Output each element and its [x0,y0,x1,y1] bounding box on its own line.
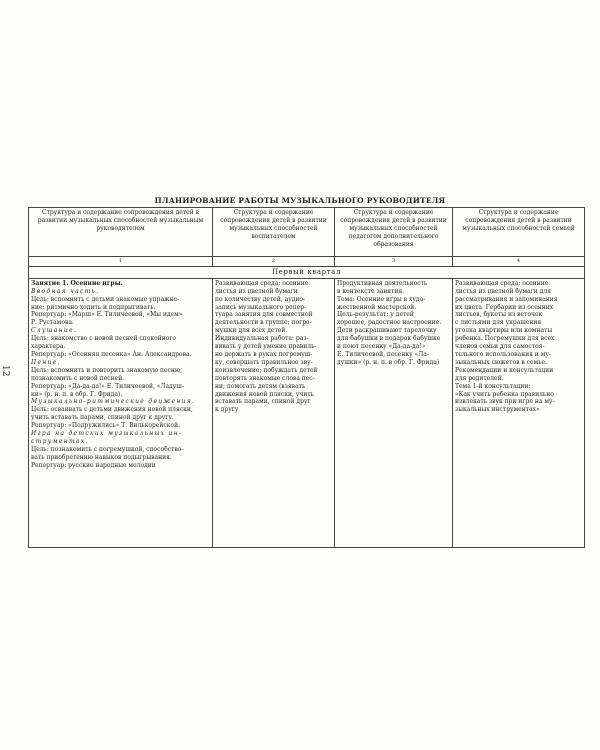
cell-line: Цель: познакомить с погремушкой, способство- [31,445,184,453]
cell-line: повторять знакомые слова пес- [215,374,315,382]
cell-line: Пение. [31,358,61,366]
cell-line: Е. Тиличеевой, песенку «Ла- [337,350,429,358]
cell-line: Развивающая среда: осенние [215,279,309,287]
cell-line: с листьями для украшения [455,319,542,327]
cell-line: учить вставать парами, спиной друг к другу. [31,414,174,422]
cell-line: но держать в руках погремуш- [215,350,313,358]
cell-line: жественной мастерской. [337,303,417,311]
cell-line: Цель: вспомнить с детьми знакомые упражне- [31,295,180,303]
cell-line: ни; помогать детям (взявать [215,382,306,390]
cell-line: зыкальных сюжетов в семье. [455,358,547,366]
cell-line: ки» (р. н. п. в обр. Г. Фрида). [31,390,123,398]
cell-line: Репертуар: русские народные мелодии [31,461,156,469]
header-cell-2: Структура и содержание сопровождения детей в развитии музыкальных способностей воспитателем [213,208,335,257]
cell-line: зыкальных инструментах» [455,406,540,414]
cell-line: для бабушки в подарок бабушке [337,335,441,343]
header-cell-3: Структура и содержание сопровождения детей в развитии музыкальных способностей педагогом дополнительного образования [335,208,453,257]
additional-education-cell [335,278,453,547]
cell-line: Слушание. [31,327,78,335]
educator-cell [213,278,335,547]
cell-line: Занятие 1. Осенние игры. [31,279,123,287]
cell-line: ребенка. Погремушки для всех [455,335,555,343]
music-director-cell [29,278,213,547]
header-cell-1: Структура и содержание сопровождения детей в развитии музыкальных способностей музыкальным руководителем [29,208,213,257]
column-number-1: 1 [29,257,213,267]
cell-line: и поют песенку «Да-да-да!» [337,343,426,351]
cell-line: Тема 1-й консультации: [455,382,531,390]
cell-line: душки» (р. н. п. в обр. Г. Фрида) [337,358,440,366]
cell-line: уголка квартиры или комнаты [455,327,553,335]
cell-line: «Как учить ребенка правильно [455,390,554,398]
cell-line: в контексте занятия. [337,287,405,295]
cell-line: вставать парами, спиной друг [215,398,311,406]
content-row [29,278,585,547]
cell-line: Игра на детских музыкальных ин- [31,430,183,438]
cell-line: познакомить с новой песней. [31,374,125,382]
cell-line: струментах. [31,437,89,445]
cell-line: листья из цветной бумаги для [455,287,551,295]
cell-line: хорошее, радостное настроение. [337,319,442,327]
planning-table [28,207,585,548]
quarter-label: Первый квартал [29,266,585,278]
cell-line: Цель: знакомство с новой песней спокойного [31,335,177,343]
cell-line: деятельности в группе; погре- [215,319,312,327]
cell-line: Репертуар: «Осенняя песенка» Ан. Александрова. [31,350,192,358]
cell-line: извлекать звук при игре на му- [455,398,555,406]
cell-line: Цель: вспомнить и повторить знакомую песню, [31,366,183,374]
header-cell-4: Структура и содержание сопровождения детей в развитии музыкальных способностей семьей [453,208,585,257]
column-number-row [29,257,585,267]
page-number: 12 [0,365,10,377]
column-number-2: 2 [213,257,335,267]
cell-line: Продуктивная деятельность [337,279,428,287]
column-number-3: 3 [335,257,453,267]
cell-line: Развивающая среда: осенние [455,279,549,287]
cell-line: вивать у детей умение правиль- [215,343,317,351]
cell-line: по количеству детей, аудио- [215,295,306,303]
cell-line: Репертуар: «Подружились» Т. Вилькорейской. [31,422,180,430]
cell-line: характера. [31,343,66,351]
cell-line: их цвета. Гербарии из осенних [455,303,554,311]
cell-line: мушки для всех детей. [215,327,288,335]
cell-line: запись музыкального репер- [215,303,307,311]
cell-line: тельного использования и му- [455,350,551,358]
cell-line: к другу [215,406,239,414]
cell-line: движения новой пляски, учить [215,390,314,398]
cell-line: членов семьи для самостоя- [455,343,545,351]
cell-line: Цель-результат: у детей [337,311,414,319]
cell-line: листьев, букеты из веточек [455,311,543,319]
family-cell [453,278,585,547]
cell-line: ние: ритмично ходить и подпрыгивать. [31,303,156,311]
cell-line: Индивидуальная работа: раз- [215,335,309,343]
cell-line: Р. Рустамова. [31,319,74,327]
cell-line: Музыкально-ритмические движения. [31,398,196,406]
cell-line: туара занятия для совместной [215,311,313,319]
cell-line: коизвлечение; побуждать детей [215,366,318,374]
cell-line: рассматривания и запоминания [455,295,558,303]
cell-line: Цель: осваивать с детьми движения новой пляски, [31,406,193,414]
document-title: ПЛАНИРОВАНИЕ РАБОТЫ МУЗЫКАЛЬНОГО РУКОВОДИТЕЛЯ [154,196,446,205]
quarter-row [29,266,585,278]
cell-line: Тема: Осенние игры в худо- [337,295,426,303]
cell-line: ку, совершать правильное зву- [215,358,313,366]
column-number-4: 4 [453,257,585,267]
cell-line: Репертуар: «Да-да-да!» Е. Тиличеевой, «Ладуш- [31,382,184,390]
cell-line: листья из цветной бумаги [215,287,298,295]
cell-line: Репертуар: «Марш» Е. Тиличеевой, «Мы идем» [31,311,183,319]
cell-line: вать приобретению навыков подыгрывания. [31,453,172,461]
header-row [29,208,585,257]
cell-line: Вводная часть. [31,287,100,295]
cell-line: Рекомендации и консультации [455,366,554,374]
cell-line: Дети раскрашивают тарелочку [337,327,437,335]
cell-line: для родителей. [455,374,504,382]
